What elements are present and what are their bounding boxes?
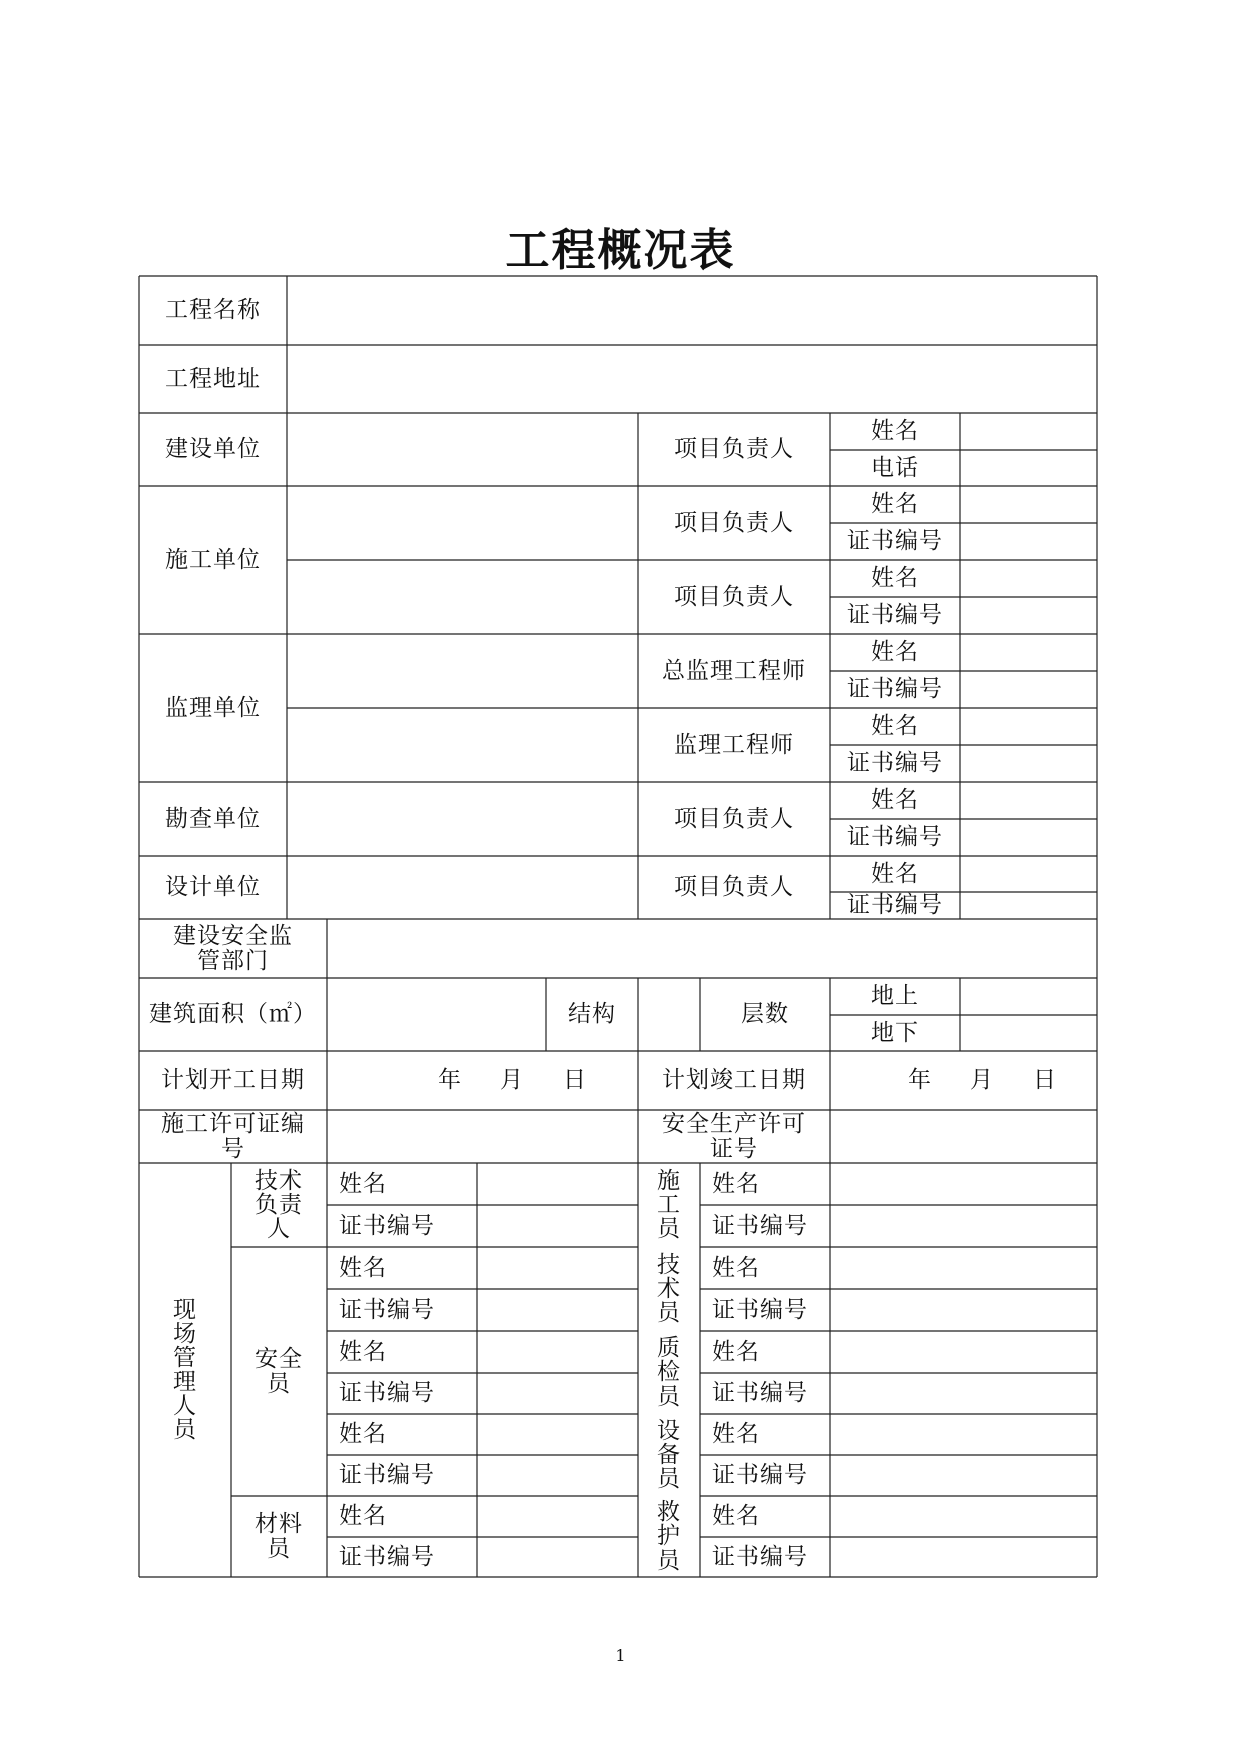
label-survey-unit (139, 782, 287, 856)
vertical-char: 术 (657, 1275, 681, 1302)
label-chief-supervisor-text: 总监理工程师 (662, 657, 806, 684)
end-day-label-text: 日 (1033, 1067, 1057, 1094)
label-equipment-officer (638, 1414, 700, 1496)
label-name-text: 姓名 (871, 491, 919, 518)
end-year-label (890, 1051, 950, 1110)
label-name (830, 560, 960, 597)
label-cert-no-text: 证书编号 (712, 1462, 808, 1489)
staff-left-value-field[interactable] (479, 1457, 636, 1494)
label-project-leader-text: 项目负责人 (674, 436, 794, 463)
start-day-label (545, 1051, 605, 1110)
label-name-text: 姓名 (339, 1503, 387, 1530)
leader-info-field[interactable] (962, 636, 1095, 669)
staff-right-value-field[interactable] (832, 1207, 1095, 1245)
label-name-text: 姓名 (339, 1170, 387, 1197)
start-month-label (482, 1051, 542, 1110)
label-name-text: 姓名 (712, 1170, 760, 1197)
leader-info-field[interactable] (962, 821, 1095, 854)
supervision-unit-field-1[interactable] (289, 636, 636, 706)
label-cert-no-text: 证书编号 (712, 1543, 808, 1570)
vertical-char: 员 (657, 1466, 681, 1493)
label-safety-dept (139, 919, 327, 978)
safety-dept-field[interactable] (329, 921, 1095, 976)
vertical-char: 员 (657, 1300, 681, 1327)
label-cert-no (700, 1205, 830, 1247)
safety-permit-no-field[interactable] (832, 1112, 1095, 1161)
label-cert-no-text: 证书编号 (339, 1212, 435, 1239)
staff-left-value-field[interactable] (479, 1249, 636, 1287)
label-project-leader (638, 413, 830, 486)
vertical-char: 员 (657, 1383, 681, 1410)
label-project-leader (638, 856, 830, 919)
label-name (700, 1247, 830, 1289)
label-safety-dept-text: 建设安全监管部门 (173, 923, 293, 974)
label-cert-no-text: 证书编号 (712, 1380, 808, 1407)
label-name (700, 1331, 830, 1373)
label-name-text: 姓名 (712, 1254, 760, 1281)
project-address-field[interactable] (289, 347, 1095, 411)
label-cert-no (830, 523, 960, 560)
vertical-char: 护 (657, 1523, 681, 1550)
label-cert-no-text: 证书编号 (847, 824, 943, 851)
staff-left-value-field[interactable] (479, 1165, 636, 1203)
leader-info-field[interactable] (962, 452, 1095, 484)
vertical-char: 现 (173, 1296, 197, 1323)
label-project-leader (638, 486, 830, 560)
label-cert-no-text: 证书编号 (712, 1212, 808, 1239)
label-project-leader (638, 782, 830, 856)
label-name (327, 1414, 477, 1455)
label-material-officer-text: 材料员 (255, 1511, 303, 1562)
label-below-ground-text: 地下 (871, 1019, 919, 1046)
label-cert-no-text: 证书编号 (847, 892, 943, 919)
label-cert-no (830, 819, 960, 856)
label-floor-area (139, 978, 327, 1051)
staff-left-value-field[interactable] (479, 1416, 636, 1453)
label-cert-no-text: 证书编号 (847, 676, 943, 703)
vertical-char: 施 (657, 1167, 681, 1194)
label-cert-no (327, 1373, 477, 1414)
label-material-officer (231, 1496, 327, 1577)
page-title: 工程概况表 (505, 225, 736, 276)
label-name (830, 634, 960, 671)
structure-field[interactable] (640, 980, 698, 1049)
label-tech-leader-text: 技术负责人 (255, 1167, 303, 1243)
label-cert-no (700, 1289, 830, 1331)
label-builder-unit-text: 施工单位 (165, 546, 261, 573)
label-supervisor (638, 708, 830, 782)
label-name (327, 1331, 477, 1373)
label-name-text: 姓名 (712, 1421, 760, 1448)
leader-info-field[interactable] (962, 710, 1095, 743)
label-above-ground (830, 978, 960, 1015)
label-name (700, 1414, 830, 1455)
label-cert-no (327, 1537, 477, 1577)
label-permit-no (139, 1110, 327, 1163)
start-year-label-text: 年 (438, 1067, 462, 1094)
label-name-text: 姓名 (339, 1254, 387, 1281)
leader-info-field[interactable] (962, 858, 1095, 917)
label-chief-supervisor (638, 634, 830, 708)
vertical-char: 质 (657, 1335, 681, 1362)
label-cert-no-text: 证书编号 (847, 750, 943, 777)
label-cert-no (327, 1205, 477, 1247)
leader-info-field[interactable] (962, 673, 1095, 706)
label-project-address-text: 工程地址 (165, 365, 261, 392)
label-cert-no (830, 597, 960, 634)
label-project-name (139, 276, 287, 345)
permit-no-field[interactable] (329, 1112, 636, 1161)
leader-info-field[interactable] (962, 562, 1095, 595)
label-name-text: 姓名 (871, 639, 919, 666)
label-cert-no-text: 证书编号 (339, 1543, 435, 1570)
label-structure (546, 978, 638, 1051)
label-survey-unit-text: 勘查单位 (165, 805, 261, 832)
label-project-leader-text: 项目负责人 (674, 874, 794, 901)
label-safety-permit-no (638, 1110, 830, 1163)
label-name-text: 姓名 (339, 1421, 387, 1448)
label-technician (638, 1247, 700, 1331)
staff-left-value-field[interactable] (479, 1291, 636, 1329)
label-design-unit (139, 856, 287, 919)
label-name-text: 姓名 (712, 1503, 760, 1530)
page-number: 1 (615, 1646, 626, 1665)
label-plan-end (638, 1051, 830, 1110)
label-permit-no-text: 施工许可证编号 (161, 1111, 305, 1162)
staff-right-value-field[interactable] (832, 1333, 1095, 1371)
staff-left-value-field[interactable] (479, 1207, 636, 1245)
staff-right-value-field[interactable] (832, 1375, 1095, 1412)
vertical-char: 救 (657, 1499, 681, 1526)
label-design-unit-text: 设计单位 (165, 874, 261, 901)
staff-left-value-field[interactable] (479, 1539, 636, 1575)
label-safety-officer-text: 安全员 (255, 1346, 303, 1397)
design-unit-field[interactable] (289, 858, 636, 917)
label-project-leader (638, 560, 830, 634)
staff-right-value-field[interactable] (832, 1291, 1095, 1329)
survey-unit-field[interactable] (289, 784, 636, 854)
construction-unit-field[interactable] (289, 415, 636, 484)
label-cert-no (327, 1455, 477, 1496)
label-cert-no-text: 证书编号 (339, 1380, 435, 1407)
vertical-char: 员 (657, 1547, 681, 1574)
label-project-leader-text: 项目负责人 (674, 583, 794, 610)
staff-left-value-field[interactable] (479, 1375, 636, 1412)
label-name (327, 1163, 477, 1205)
label-cert-no (700, 1537, 830, 1577)
label-name (830, 708, 960, 745)
label-phone (830, 450, 960, 486)
leader-info-field[interactable] (962, 784, 1095, 817)
label-supervision-unit (139, 634, 287, 782)
vertical-char: 场 (173, 1320, 197, 1347)
vertical-char: 人 (173, 1393, 197, 1420)
staff-right-value-field[interactable] (832, 1249, 1095, 1287)
label-below-ground (830, 1015, 960, 1051)
label-quality-inspector (638, 1331, 700, 1414)
label-floors (700, 978, 830, 1051)
label-project-leader-text: 项目负责人 (674, 805, 794, 832)
label-cert-no (830, 745, 960, 782)
vertical-char: 理 (173, 1369, 197, 1395)
label-supervision-unit-text: 监理单位 (165, 694, 261, 721)
label-floor-area-text: 建筑面积（㎡） (149, 1001, 317, 1028)
label-name-text: 姓名 (871, 860, 919, 887)
label-cert-no-text: 证书编号 (847, 602, 943, 629)
label-name-text: 姓名 (871, 713, 919, 740)
label-name (700, 1163, 830, 1205)
builder-unit-field-2[interactable] (289, 562, 636, 632)
label-above-ground-text: 地上 (871, 983, 919, 1010)
label-name (327, 1247, 477, 1289)
label-name-text: 姓名 (871, 565, 919, 592)
label-cert-no-text: 证书编号 (339, 1296, 435, 1323)
label-project-name-text: 工程名称 (165, 297, 261, 324)
leader-info-field[interactable] (962, 415, 1095, 448)
label-supervisor-text: 监理工程师 (674, 731, 794, 758)
label-name (830, 856, 960, 892)
label-project-leader-text: 项目负责人 (674, 509, 794, 536)
label-name-text: 姓名 (712, 1338, 760, 1365)
label-floors-text: 层数 (741, 1001, 789, 1028)
start-year-label (420, 1051, 480, 1110)
label-name-text: 姓名 (871, 418, 919, 445)
label-rescuer (638, 1496, 700, 1577)
label-name (830, 782, 960, 819)
label-project-address (139, 345, 287, 413)
label-plan-end-text: 计划竣工日期 (662, 1067, 806, 1094)
vertical-char: 设 (657, 1417, 681, 1444)
label-name (700, 1496, 830, 1537)
vertical-char: 备 (657, 1441, 681, 1468)
label-plan-start-text: 计划开工日期 (161, 1067, 305, 1094)
label-tech-leader (231, 1163, 327, 1247)
label-name (830, 413, 960, 450)
leader-info-field[interactable] (962, 488, 1095, 521)
label-construction-worker (638, 1163, 700, 1247)
leader-info-field[interactable] (962, 599, 1095, 632)
label-safety-officer (231, 1247, 327, 1496)
label-cert-no (700, 1373, 830, 1414)
label-construction-unit (139, 413, 287, 486)
label-safety-permit-no-text: 安全生产许可证号 (662, 1111, 806, 1162)
label-cert-no (327, 1289, 477, 1331)
supervision-unit-field-2[interactable] (289, 710, 636, 780)
staff-right-value-field[interactable] (832, 1457, 1095, 1494)
label-builder-unit (139, 486, 287, 634)
staff-right-value-field[interactable] (832, 1539, 1095, 1575)
label-cert-no-text: 证书编号 (712, 1296, 808, 1323)
below-ground-field[interactable] (962, 1017, 1095, 1049)
label-name-text: 姓名 (339, 1338, 387, 1365)
vertical-char: 技 (657, 1251, 681, 1278)
label-cert-no-text: 证书编号 (339, 1462, 435, 1489)
vertical-char: 工 (657, 1191, 681, 1218)
label-construction-unit-text: 建设单位 (165, 436, 261, 463)
start-day-label-text: 日 (563, 1067, 587, 1094)
label-cert-no-text: 证书编号 (847, 528, 943, 555)
label-phone-text: 电话 (871, 454, 919, 481)
label-cert-no (700, 1455, 830, 1496)
staff-left-value-field[interactable] (479, 1333, 636, 1371)
floor-area-field[interactable] (329, 980, 544, 1049)
label-site-staff (139, 1163, 231, 1577)
leader-info-field[interactable] (962, 747, 1095, 780)
end-day-label (1015, 1051, 1075, 1110)
staff-left-value-field[interactable] (479, 1498, 636, 1535)
vertical-char: 员 (173, 1417, 197, 1444)
vertical-char: 检 (657, 1359, 681, 1386)
label-cert-no (830, 671, 960, 708)
label-structure-text: 结构 (568, 1001, 616, 1028)
end-year-label-text: 年 (908, 1067, 932, 1094)
label-cert-no (830, 892, 960, 919)
builder-unit-field-1[interactable] (289, 488, 636, 558)
staff-right-value-field[interactable] (832, 1498, 1095, 1535)
vertical-char: 员 (657, 1216, 681, 1243)
end-month-label (952, 1051, 1012, 1110)
leader-info-field[interactable] (962, 525, 1095, 558)
staff-right-value-field[interactable] (832, 1165, 1095, 1203)
vertical-char: 管 (173, 1344, 197, 1371)
label-name (327, 1496, 477, 1537)
project-name-field[interactable] (289, 278, 1095, 343)
label-name (830, 486, 960, 523)
above-ground-field[interactable] (962, 980, 1095, 1013)
start-month-label-text: 月 (500, 1067, 524, 1094)
label-name-text: 姓名 (871, 787, 919, 814)
staff-right-value-field[interactable] (832, 1416, 1095, 1453)
end-month-label-text: 月 (970, 1067, 994, 1094)
label-plan-start (139, 1051, 327, 1110)
